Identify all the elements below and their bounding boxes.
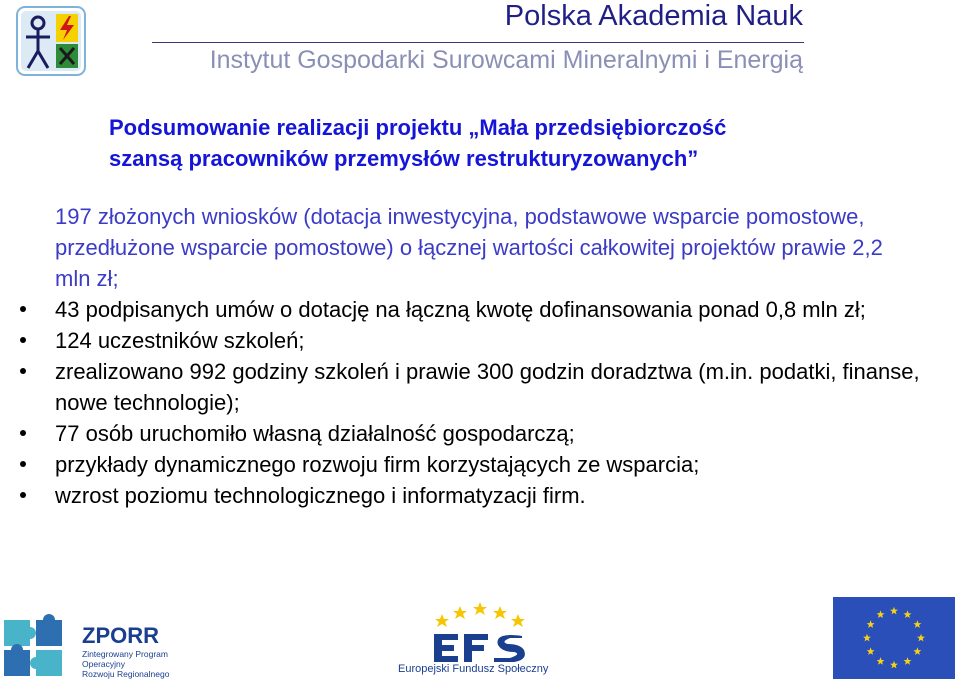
bullet-text: zrealizowano 992 godziny szkoleń i prawie 300 godzin doradztwa (m.in. podatki, finanse, nowe technologie); (55, 359, 920, 415)
bullet-text: wzrost poziomu technologicznego i informatyzacji firm. (55, 483, 586, 508)
zporr-line: Zintegrowany Program (82, 649, 168, 659)
bullet-item (20, 356, 920, 418)
bullet-dot-icon (20, 368, 26, 374)
institution-name: Polska Akademia Nauk (504, 0, 803, 32)
bullet-text: przykłady dynamicznego rozwoju firm korzystających ze wsparcia; (55, 452, 700, 477)
bullet-item (20, 449, 920, 480)
bullet-dot-icon (20, 492, 26, 498)
bullet-text: 197 złożonych wniosków (dotacja inwestycyjna, podstawowe wsparcie pomostowe, przedłużone wsparcie pomostowe) o łącznej wartości całkowitej projektów prawie 2,2 mln zł; (55, 204, 883, 291)
bullet-item (20, 325, 920, 356)
bullet-dot-icon (20, 430, 26, 436)
slide-title-line-1: Podsumowanie realizacji projektu „Mała przedsiębiorczość (109, 115, 727, 140)
bullet-item (20, 201, 920, 294)
bullet-item (20, 418, 920, 449)
bullet-dot-icon (20, 337, 26, 343)
summary-bullet-list (20, 201, 920, 511)
bullet-text: 43 podpisanych umów o dotację na łączną kwotę dofinansowania ponad 0,8 mln zł; (55, 297, 866, 322)
efs-caption: Europejski Fundusz Społeczny (398, 663, 549, 675)
bullet-dot-icon (20, 461, 26, 467)
zporr-line: Rozwoju Regionalnego (82, 669, 170, 679)
eu-flag-icon (833, 597, 955, 679)
slide-title (109, 112, 889, 174)
zporr-subtitle (82, 649, 172, 679)
zporr-name: ZPORR (82, 623, 159, 648)
bullet-item (20, 294, 920, 325)
bullet-text: 77 osób uruchomiło własną działalność gospodarczą; (55, 421, 575, 446)
header-divider (152, 42, 804, 43)
slide-title-line-2: szansą pracowników przemysłów restrukturyzowanych” (109, 146, 699, 171)
zporr-line: Operacyjny (82, 659, 125, 669)
bullet-item (20, 480, 920, 511)
institute-logo-icon (16, 6, 86, 76)
bullet-text: 124 uczestników szkoleń; (55, 328, 305, 353)
institute-name: Instytut Gospodarki Surowcami Mineralnymi i Energią (209, 46, 803, 74)
bullet-dot-icon (20, 306, 26, 312)
